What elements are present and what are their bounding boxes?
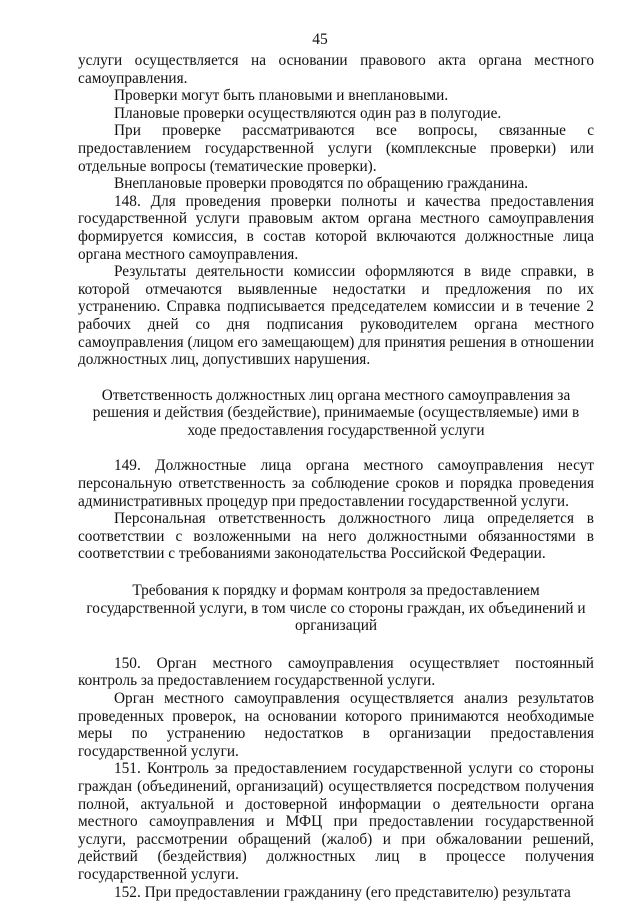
paragraph-commission-results: Результаты деятельности комиссии оформляются в виде справки, в которой отмечаются выявленные недостатки и предложения по их устранению. Справка подписывается председателем комиссии и в течение 2 рабочих дней со дня подписания руководителем органа местного самоуправления (лицом его замещающем) для принятия решения в отношении должностных лиц, допустивших нарушения.: [78, 263, 594, 369]
paragraph-149: 149. Должностные лица органа местного самоуправления несут персональную ответственность за соблюдение сроков и порядка проведения административных процедур при предоставлении государственной услуги.: [78, 457, 594, 510]
paragraph-inspection-types: Проверки могут быть плановыми и внеплановыми.: [114, 87, 449, 105]
paragraph-151: 151. Контроль за предоставлением государственной услуги со стороны граждан (объединений, организаций) осуществляется посредством получения полной, актуальной и достоверной информации о деятельности органа местного самоуправления и МФЦ при предоставлении государственной услуги, рассмотрении обращений (жалоб) и при обжаловании решений, действий (бездействия) должностных лиц в процессе получения государственной услуги.: [78, 760, 594, 883]
document-body: [78, 52, 594, 901]
paragraph-150: 150. Орган местного самоуправления осуществляет постоянный контроль за предоставлением государственной услуги.: [78, 654, 594, 690]
paragraph-analysis: Орган местного самоуправления осуществляется анализ результатов проведенных проверок, на основании которого принимаются необходимые меры по устранению недостатков в организации предоставления государственной услуги.: [78, 690, 594, 760]
section-heading-control-requirements: Требования к порядку и формам контроля за предоставлением государственной услуги, в том числе со стороны граждан, их объединений и организаций: [86, 582, 586, 635]
paragraph-148: 148. Для проведения проверки полноты и качества предоставления государственной услуги правовым актом органа местного самоуправления формируется комиссия, в состав которой включаются должностные лица органа местного самоуправления.: [78, 192, 594, 263]
paragraph-inspection-scope: При проверке рассматриваются все вопросы, связанные с предоставлением государственной услуги (комплексные проверки) или отдельные вопросы (тематические проверки).: [78, 122, 594, 175]
paragraph-planned-frequency: Плановые проверки осуществляются один раз в полугодие.: [114, 104, 502, 122]
paragraph-152: 152. При предоставлении гражданину (его представителю) результата: [114, 883, 571, 901]
section-heading-responsibility: Ответственность должностных лиц органа местного самоуправления за решения и действия (бездействие), принимаемые (осуществляемые) ими в ходе предоставления государственной услуги: [92, 386, 580, 439]
paragraph-unplanned: Внеплановые проверки проводятся по обращению гражданина.: [114, 175, 529, 193]
paragraph-personal-responsibility: Персональная ответственность должностного лица определяется в соответствии с возложенными на него должностными обязанностями в соответствии с требованиями законодательства Российской Федерации.: [78, 510, 594, 563]
paragraph-continuation: услуги осуществляется на основании правового акта органа местного самоуправления.: [78, 52, 594, 87]
page-number: 45: [312, 31, 328, 48]
